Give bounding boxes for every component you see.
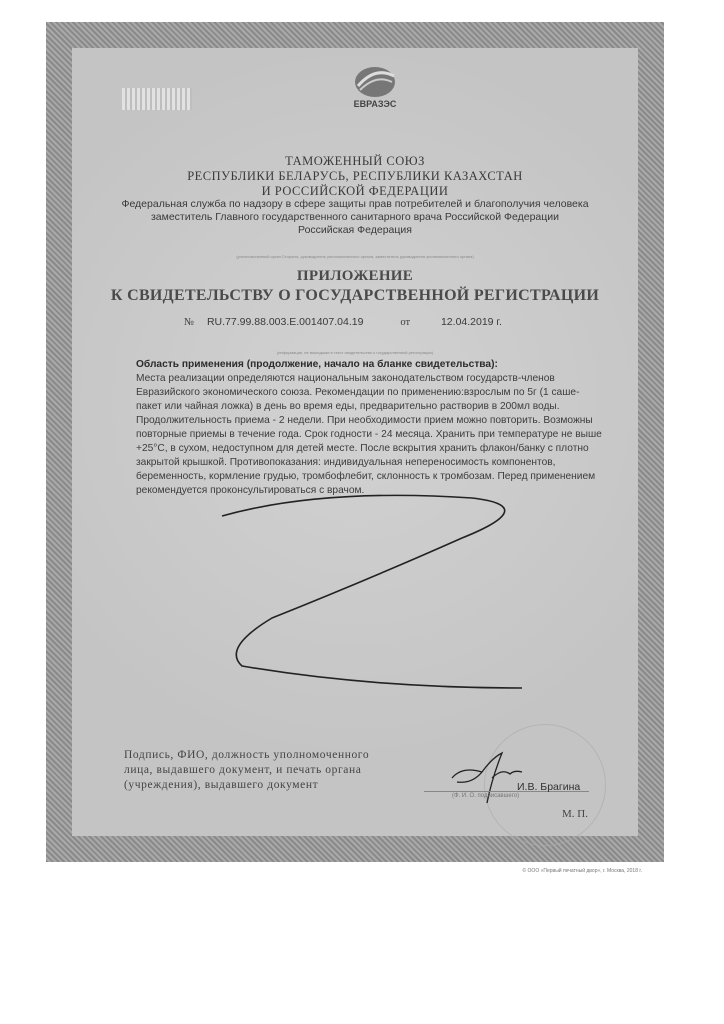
union-line-2: РЕСПУБЛИКИ БЕЛАРУСЬ, РЕСПУБЛИКИ КАЗАХСТАН [187,169,523,183]
date-label: от [400,317,411,328]
signature-label-line: Подпись, ФИО, должность уполномоченного [124,749,370,761]
content-line: Продолжительность приема - 2 недели. При необходимости прием можно повторить. Возможны [136,415,593,426]
title-line-2: К СВИДЕТЕЛЬСТВУ О ГОСУДАРСТВЕННОЙ РЕГИСТРАЦИИ [110,287,600,304]
signature-label [124,748,394,793]
signer-name-caption: (Ф. И. О. подписавшего) [452,793,520,799]
title-line-1: ПРИЛОЖЕНИЕ [296,268,414,284]
signature-label-line: лица, выдавшего документ, и печать органа [124,764,362,776]
certificate-body [72,48,638,836]
content-line: беременность, кормление грудью, тромбофлебит, склонность к тромбозам. Перед применением [136,471,596,482]
content-heading: Область применения (продолжение, начало на бланке свидетельства): [136,359,498,370]
service-line-2: заместитель Главного государственного санитарного врача Российской Федерации [150,211,560,223]
copyright: © ООО «Первый печатный двор», г. Москва, 2018 г. [522,868,642,874]
content-line: +25°С, в сухом, недоступном для детей месте. После вскрытия хранить флакон/банку с плотно [136,443,589,454]
logo-text: ЕВРАЗЭС [353,99,397,109]
registration-date: 12.04.2019 г. [440,316,502,328]
content-line: Места реализации определяются национальным законодательством государств-членов [136,373,555,384]
seal-label: М. П. [562,808,588,820]
certificate-border [46,22,664,862]
service-line-1: Федеральная служба по надзору в сфере защиты прав потребителей и благополучия человека [121,198,589,210]
number-label: № [184,317,195,328]
signer-name: И.В. Брагина [517,781,581,793]
z-strikeout-mark [72,48,638,836]
union-line-3: И РОССИЙСКОЙ ФЕДЕРАЦИИ [261,184,449,198]
registration-caption: (информация, не вошедшая в текст свидетельства о государственной регистрации) [276,350,434,355]
content-line: рекомендуется проконсультироваться с врачом. [136,485,365,496]
registration-number: RU.77.99.88.003.E.001407.04.19 [206,316,364,328]
service-line-3: Российская Федерация [298,224,412,236]
content-line: Евразийского экономического союза. Рекомендации по применению:взрослым по 5г (1 саше- [136,387,580,398]
authority-caption: (уполномоченный орган Стороны, руководитель уполномоченного органа, заместитель руководителя уполномоченного органа) [236,254,474,259]
union-line-1: ТАМОЖЕННЫЙ СОЮЗ [285,154,425,168]
content-line: пакет или чайная ложка) в день во время еды, предварительно растворив в 200мл воды. [136,401,560,412]
signature-label-line: (учреждения), выдавшего документ [124,779,319,791]
content-line: повторные приемы в течение года. Срок годности - 24 месяца. Хранить при температуре не выше [136,429,602,440]
content-line: закрытой крышкой. Противопоказания: индивидуальная непереносимость компонентов, [136,457,556,468]
handwritten-signature [442,748,532,808]
